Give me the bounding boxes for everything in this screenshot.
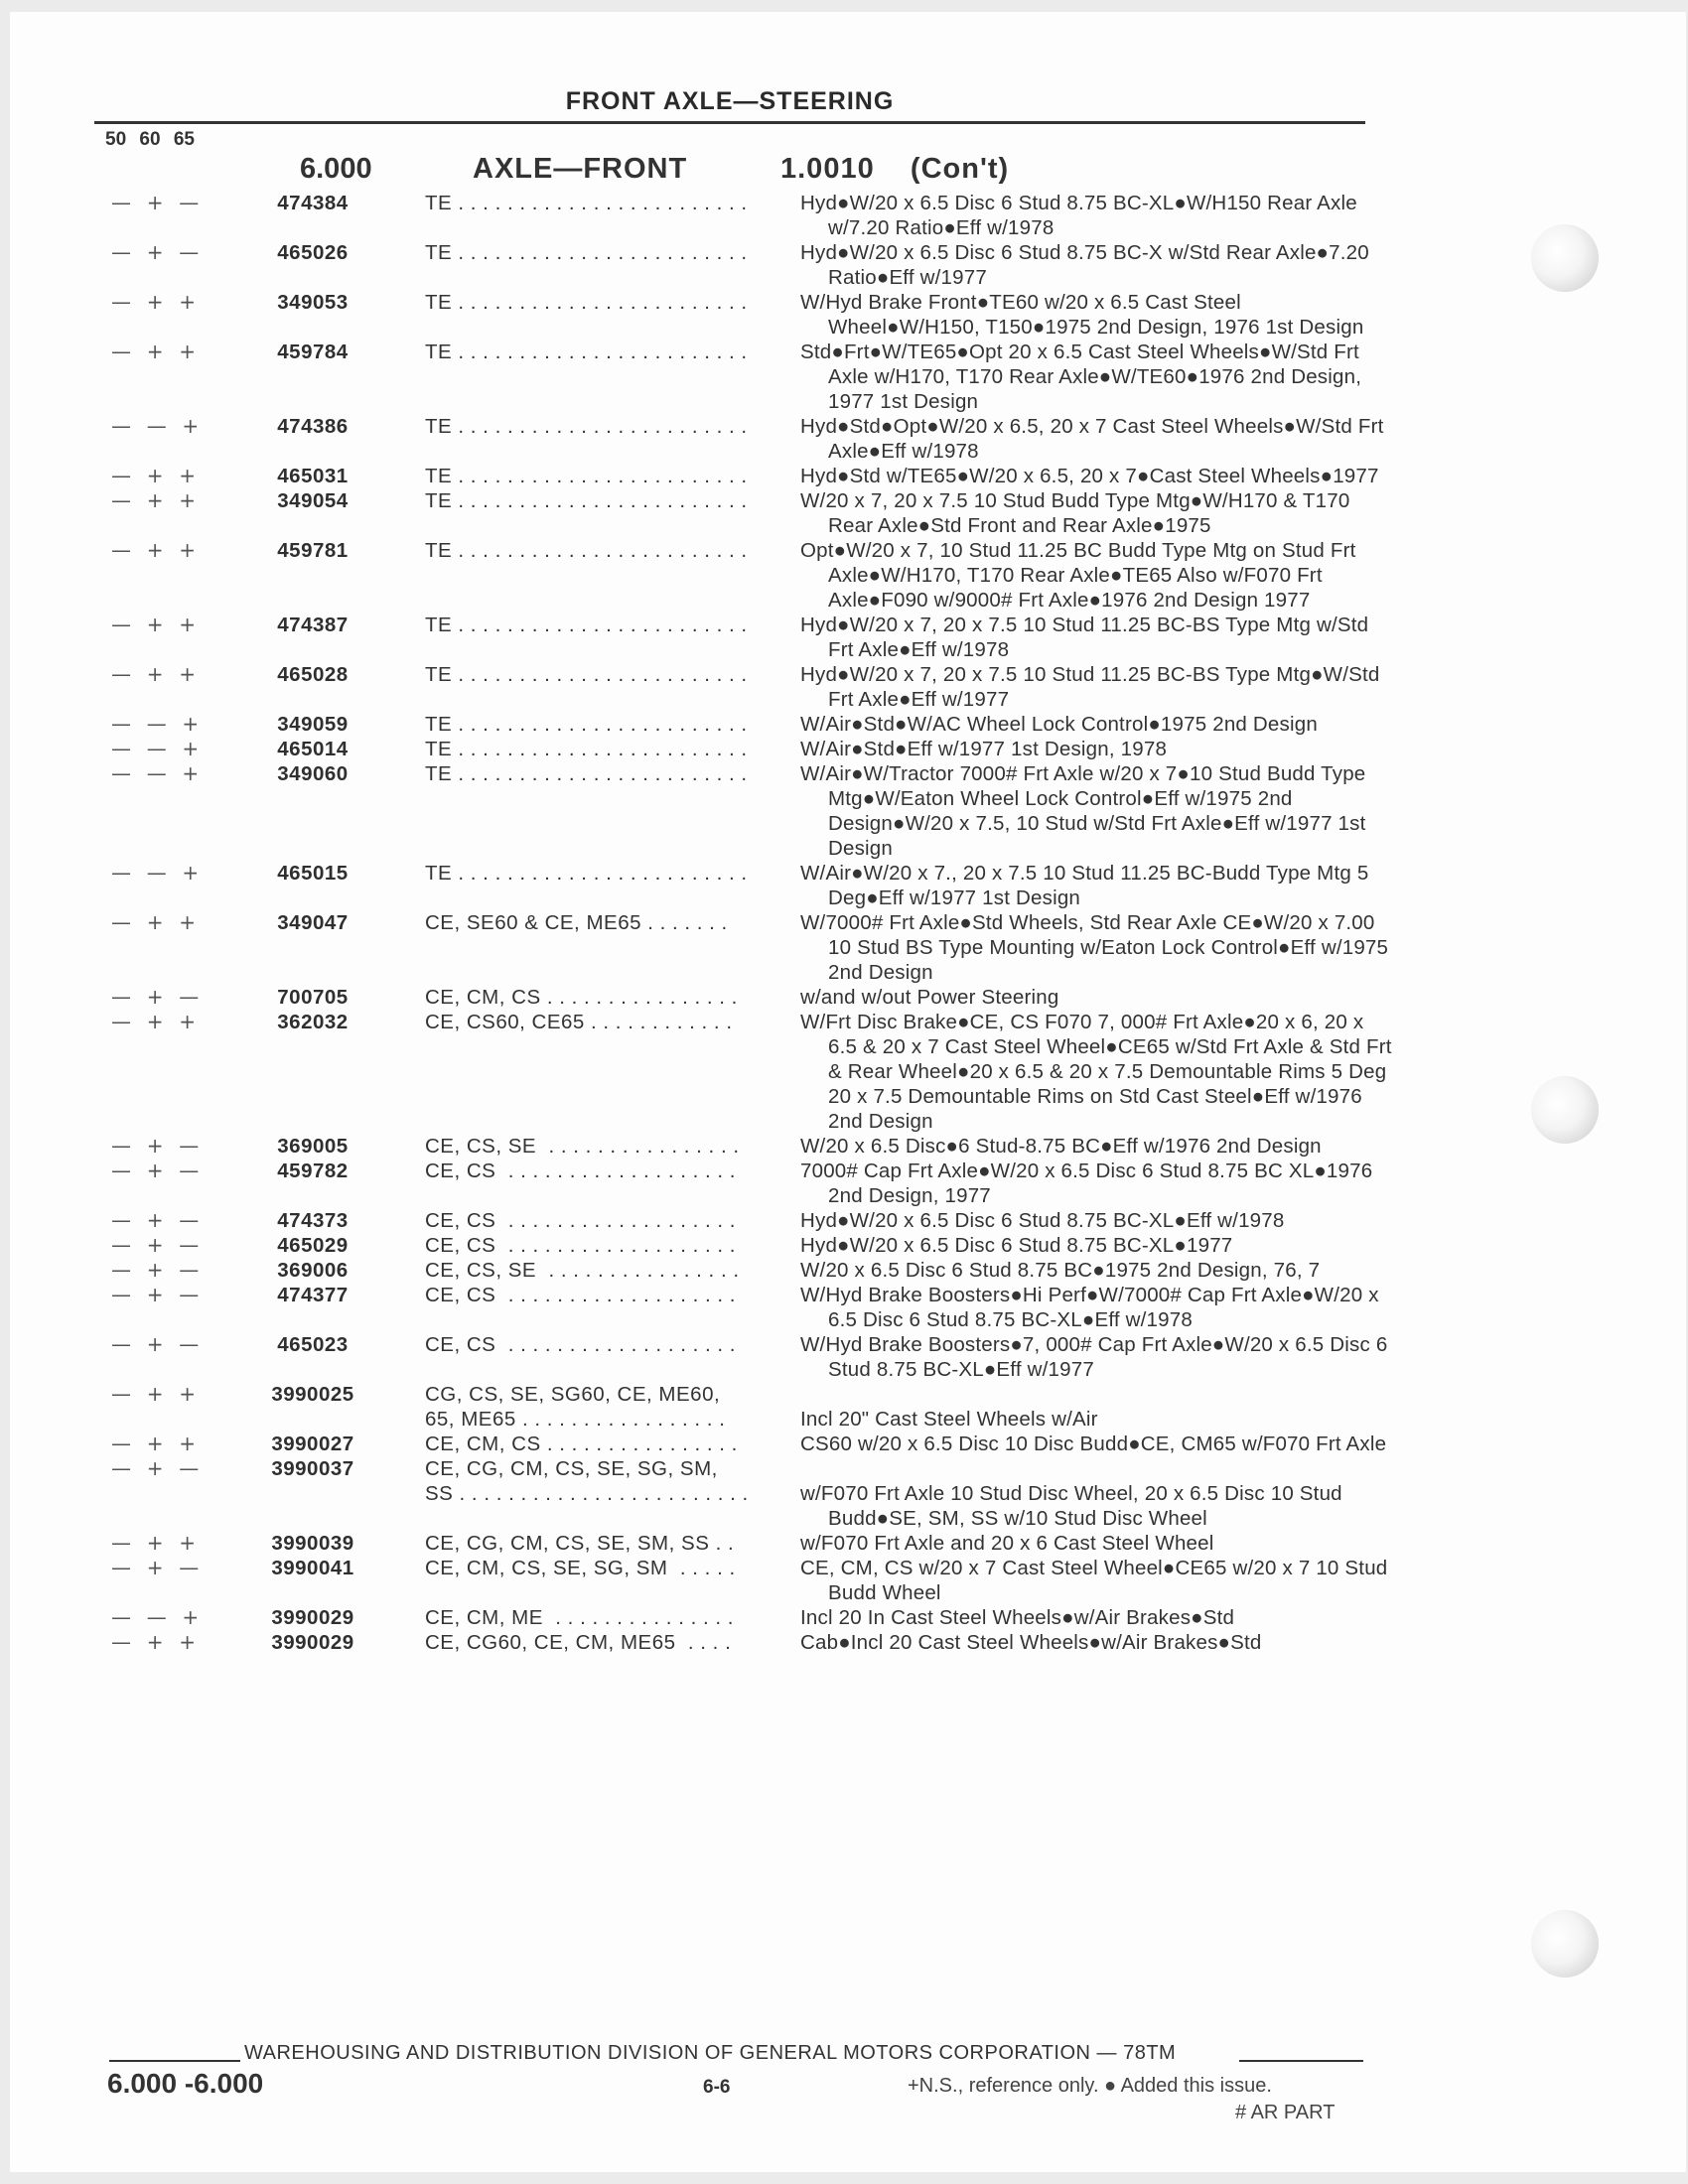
model-codes: CE, CS, SE . . . . . . . . . . . . . . . . [425,1135,740,1158]
table-row [0,1556,1390,1605]
model-codes: TE . . . . . . . . . . . . . . . . . . . . . . . . [425,663,748,686]
model-codes: CE, CS, SE . . . . . . . . . . . . . . . . [425,1259,740,1282]
table-row [0,1233,1390,1258]
model-codes: CE, CG, CM, CS, SE, SG, SM, SS . . . . . . . . . . . . . . . . . . . . . . . . [425,1457,749,1505]
model-availability-marks: — — + [111,414,201,438]
part-description: W/Hyd Brake Boosters●Hi Perf●W/7000# Cap Frt Axle●W/20 x 6.5 Disc 6 Stud 8.75 BC-XL●Eff w/1978 [800,1284,1379,1331]
model-codes: TE . . . . . . . . . . . . . . . . . . . . . . . . [425,862,748,885]
model-codes: CE, CS . . . . . . . . . . . . . . . . . . . [425,1284,736,1306]
part-description: 7000# Cap Frt Axle●W/20 x 6.5 Disc 6 Stud 8.75 BC XL●1976 2nd Design, 1977 [800,1160,1373,1207]
table-row [0,290,1390,340]
table-row [0,1630,1390,1655]
table-row [0,1432,1390,1456]
model-codes: CE, CM, ME . . . . . . . . . . . . . . . [425,1606,734,1629]
model-availability-marks: — + + [111,662,197,686]
model-codes: TE . . . . . . . . . . . . . . . . . . . . . . . . [425,614,748,636]
model-availability-marks: — + — [111,1456,201,1480]
model-availability-marks: — + + [111,1531,197,1555]
model-codes: CE, CS . . . . . . . . . . . . . . . . . . . [425,1209,736,1232]
model-availability-marks: — — + [111,861,201,885]
table-row [0,712,1390,737]
model-codes: CG, CS, SE, SG60, CE, ME60, 65, ME65 . . . . . . . . . . . . . . . . . [425,1383,726,1431]
model-availability-marks: — + — [111,1332,201,1356]
model-availability-marks: — + + [111,488,197,512]
model-codes: CE, CS60, CE65 . . . . . . . . . . . . [425,1011,733,1033]
part-description: Hyd●W/20 x 7, 20 x 7.5 10 Stud 11.25 BC-BS Type Mtg w/Std Frt Axle●Eff w/1978 [800,614,1369,661]
model-codes: CE, CM, CS, SE, SG, SM . . . . . [425,1557,736,1579]
part-number: 465029 [277,1234,349,1257]
part-description: Hyd●W/20 x 6.5 Disc 6 Stud 8.75 BC-XL●W/H150 Rear Axle w/7.20 Ratio●Eff w/1978 [800,192,1357,239]
model-availability-marks: — + + [111,464,197,487]
part-number: 349060 [277,762,349,785]
model-availability-marks: — + — [111,191,201,214]
part-number: 474386 [277,415,349,438]
model-availability-marks: — — + [111,761,201,785]
binder-hole-middle [1531,1076,1599,1144]
model-availability-marks: — + + [111,340,197,363]
part-description: Cab●Incl 20 Cast Steel Wheels●w/Air Brakes●Std [800,1631,1262,1654]
part-description: Std●Frt●W/TE65●Opt 20 x 6.5 Cast Steel Wheels●W/Std Frt Axle w/H170, T170 Rear Axle●W/TE60●1976 2nd Design, 1977 1st Design [800,341,1362,413]
model-availability-marks: — + — [111,1134,201,1158]
model-codes: CE, CM, CS . . . . . . . . . . . . . . . . [425,1433,738,1455]
part-number: 465015 [277,862,349,885]
model-codes: CE, CG, CM, CS, SE, SM, SS . . [425,1532,735,1555]
page-title: FRONT AXLE—STEERING [565,87,895,115]
part-number: 349053 [277,291,349,314]
part-number: 362032 [277,1011,349,1033]
model-availability-marks: — + — [111,1208,201,1232]
part-number: 349059 [277,713,349,736]
model-availability-marks: — + + [111,1630,197,1654]
model-availability-marks: — + — [111,1258,201,1282]
part-description: W/20 x 7, 20 x 7.5 10 Stud Budd Type Mtg●W/H170 & T170 Rear Axle●Std Front and Rear Axle●1975 [800,489,1350,537]
part-description: w/F070 Frt Axle 10 Stud Disc Wheel, 20 x 6.5 Disc 10 Stud Budd●SE, SM, SS w/10 Stud Disc Wheel [800,1482,1342,1530]
table-row [0,414,1390,464]
part-number: 474373 [277,1209,349,1232]
part-description: W/Frt Disc Brake●CE, CS F070 7, 000# Frt Axle●20 x 6, 20 x 6.5 & 20 x 7 Cast Steel Wheel●CE65 w/Std Frt Axle & Std Frt & Rear Wheel●20 x 6.5 & 20 x 7.5 Demountable Rims 5 Deg 20 x 7.5 Demountable Rims on Std Cast Steel●Eff w/1976 2nd Design [800,1011,1392,1133]
part-description: Incl 20" Cast Steel Wheels w/Air [800,1408,1098,1431]
part-number: 3990037 [271,1457,354,1480]
model-availability-marks: — + + [111,910,197,934]
model-availability-marks: — + + [111,613,197,636]
part-description: W/Hyd Brake Front●TE60 w/20 x 6.5 Cast Steel Wheel●W/H150, T150●1975 2nd Design, 1976 1st Design [800,291,1364,339]
model-availability-marks: — + — [111,1159,201,1182]
model-availability-marks: — + — [111,1283,201,1306]
table-row [0,538,1390,613]
part-number: 349054 [277,489,349,512]
table-row [0,240,1390,290]
table-row [0,1010,1390,1134]
part-number: 369005 [277,1135,349,1158]
part-description: Hyd●Std●Opt●W/20 x 6.5, 20 x 7 Cast Steel Wheels●W/Std Frt Axle●Eff w/1978 [800,415,1384,463]
table-row [0,1332,1390,1382]
part-description: W/Hyd Brake Boosters●7, 000# Cap Frt Axle●W/20 x 6.5 Disc 6 Stud 8.75 BC-XL●Eff w/1977 [800,1333,1388,1381]
part-description: Hyd●W/20 x 6.5 Disc 6 Stud 8.75 BC-XL●1977 [800,1234,1233,1257]
page-number: 6-6 [703,2077,731,2098]
footer-legend: +N.S., reference only. ● Added this issue. [908,2075,1272,2097]
table-row [0,1208,1390,1233]
model-availability-marks: — + — [111,1233,201,1257]
part-number: 369006 [277,1259,349,1282]
model-codes: TE . . . . . . . . . . . . . . . . . . . . . . . . [425,738,748,760]
model-codes: TE . . . . . . . . . . . . . . . . . . . . . . . . [425,465,748,487]
model-codes: CE, SE60 & CE, ME65 . . . . . . . [425,911,728,934]
part-number: 465031 [277,465,349,487]
part-number: 349047 [277,911,349,934]
binder-hole-top [1531,224,1599,292]
model-codes: TE . . . . . . . . . . . . . . . . . . . . . . . . [425,539,748,562]
table-row [0,613,1390,662]
part-description: w/and w/out Power Steering [800,986,1059,1009]
footer-rule-left [109,2060,240,2062]
table-row [0,1382,1390,1432]
model-codes: TE . . . . . . . . . . . . . . . . . . . . . . . . [425,241,748,264]
model-codes: CE, CS . . . . . . . . . . . . . . . . . . . [425,1234,736,1257]
part-number: 474377 [277,1284,349,1306]
table-row [0,1605,1390,1630]
parts-list [0,191,1390,1655]
footer-rule-right [1239,2060,1363,2062]
part-description: W/20 x 6.5 Disc●6 Stud-8.75 BC●Eff w/1976 2nd Design [800,1135,1322,1158]
model-codes: TE . . . . . . . . . . . . . . . . . . . . . . . . [425,192,748,214]
table-row [0,464,1390,488]
model-availability-marks: — + + [111,1432,197,1455]
part-number: 3990029 [271,1606,354,1629]
model-codes: TE . . . . . . . . . . . . . . . . . . . . . . . . [425,415,748,438]
section-number: 6.000 [300,153,372,185]
model-availability-marks: — + + [111,538,197,562]
part-number: 459784 [277,341,349,363]
title-rule [94,121,1365,124]
table-row [0,1159,1390,1208]
part-number: 3990041 [271,1557,354,1579]
model-codes: CE, CM, CS . . . . . . . . . . . . . . . . [425,986,738,1009]
model-availability-marks: — — + [111,1605,201,1629]
model-codes: CE, CG60, CE, CM, ME65 . . . . [425,1631,732,1654]
model-availability-marks: — + + [111,1010,197,1033]
part-number: 465026 [277,241,349,264]
part-description: Hyd●W/20 x 6.5 Disc 6 Stud 8.75 BC-X w/Std Rear Axle●7.20 Ratio●Eff w/1977 [800,241,1369,289]
part-number: 3990027 [271,1433,354,1455]
model-availability-marks: — + + [111,290,197,314]
part-number: 474387 [277,614,349,636]
part-description: W/20 x 6.5 Disc 6 Stud 8.75 BC●1975 2nd Design, 76, 7 [800,1259,1321,1282]
part-description: CE, CM, CS w/20 x 7 Cast Steel Wheel●CE65 w/20 x 7 10 Stud Budd Wheel [800,1557,1388,1604]
part-number: 465014 [277,738,349,760]
part-number: 459782 [277,1160,349,1182]
table-row [0,1134,1390,1159]
model-codes: CE, CS . . . . . . . . . . . . . . . . . . . [425,1333,736,1356]
table-row [0,488,1390,538]
table-row [0,737,1390,761]
binder-hole-bottom [1531,1910,1599,1978]
table-row [0,985,1390,1010]
table-row [0,761,1390,861]
model-availability-marks: — + — [111,240,201,264]
model-availability-marks: — + + [111,1382,197,1406]
model-availability-marks: — + — [111,985,201,1009]
model-codes: TE . . . . . . . . . . . . . . . . . . . . . . . . [425,762,748,785]
section-reference: 1.0010 (Con't) [780,153,1010,185]
part-description: Opt●W/20 x 7, 10 Stud 11.25 BC Budd Type Mtg on Stud Frt Axle●W/H170, T170 Rear Axle●TE65 Also w/F070 Frt Axle●F090 w/9000# Frt Axle●1976 2nd Design 1977 [800,539,1356,612]
part-description: w/F070 Frt Axle and 20 x 6 Cast Steel Wheel [800,1532,1214,1555]
part-number: 474384 [277,192,349,214]
table-row [0,1456,1390,1531]
model-codes: TE . . . . . . . . . . . . . . . . . . . . . . . . [425,713,748,736]
table-row [0,1283,1390,1332]
part-number: 459781 [277,539,349,562]
model-codes: TE . . . . . . . . . . . . . . . . . . . . . . . . [425,341,748,363]
footer-division: WAREHOUSING AND DISTRIBUTION DIVISION OF GENERAL MOTORS CORPORATION — 78TM [244,2042,1177,2064]
part-description: W/Air●Std●W/AC Wheel Lock Control●1975 2nd Design [800,713,1318,736]
model-availability-marks: — + — [111,1556,201,1579]
table-row [0,662,1390,712]
model-columns-header: 50 60 65 [105,129,195,150]
footer-section-range: 6.000 -6.000 [107,2068,264,2099]
part-description: W/Air●W/Tractor 7000# Frt Axle w/20 x 7●10 Stud Budd Type Mtg●W/Eaton Wheel Lock Control●Eff w/1975 2nd Design●W/20 x 7.5, 10 Stud w/Std Frt Axle●Eff w/1977 1st Design [800,762,1366,860]
table-row [0,1531,1390,1556]
model-codes: TE . . . . . . . . . . . . . . . . . . . . . . . . [425,291,748,314]
model-availability-marks: — — + [111,712,201,736]
part-description: W/Air●W/20 x 7., 20 x 7.5 10 Stud 11.25 BC-Budd Type Mtg 5 Deg●Eff w/1977 1st Design [800,862,1369,909]
part-number: 3990039 [271,1532,354,1555]
part-description: CS60 w/20 x 6.5 Disc 10 Disc Budd●CE, CM65 w/F070 Frt Axle [800,1433,1387,1455]
part-description: W/Air●Std●Eff w/1977 1st Design, 1978 [800,738,1168,760]
part-description: Hyd●W/20 x 6.5 Disc 6 Stud 8.75 BC-XL●Eff w/1978 [800,1209,1285,1232]
model-codes: TE . . . . . . . . . . . . . . . . . . . . . . . . [425,489,748,512]
section-name: AXLE—FRONT [473,153,688,185]
footer-ar-part: # AR PART [1235,2102,1336,2123]
part-description: W/7000# Frt Axle●Std Wheels, Std Rear Axle CE●W/20 x 7.00 10 Stud BS Type Mounting w/Eaton Lock Control●Eff w/1975 2nd Design [800,911,1389,984]
part-number: 3990029 [271,1631,354,1654]
table-row [0,340,1390,414]
model-availability-marks: — — + [111,737,201,760]
table-row [0,191,1390,240]
model-codes: CE, CS . . . . . . . . . . . . . . . . . . . [425,1160,736,1182]
table-row [0,861,1390,910]
part-description: Hyd●Std w/TE65●W/20 x 6.5, 20 x 7●Cast Steel Wheels●1977 [800,465,1379,487]
part-number: 700705 [277,986,349,1009]
table-row [0,1258,1390,1283]
part-description: Hyd●W/20 x 7, 20 x 7.5 10 Stud 11.25 BC-BS Type Mtg●W/Std Frt Axle●Eff w/1977 [800,663,1380,711]
part-number: 465028 [277,663,349,686]
part-number: 465023 [277,1333,349,1356]
table-row [0,910,1390,985]
part-description: Incl 20 In Cast Steel Wheels●w/Air Brakes●Std [800,1606,1235,1629]
part-number: 3990025 [271,1383,354,1406]
